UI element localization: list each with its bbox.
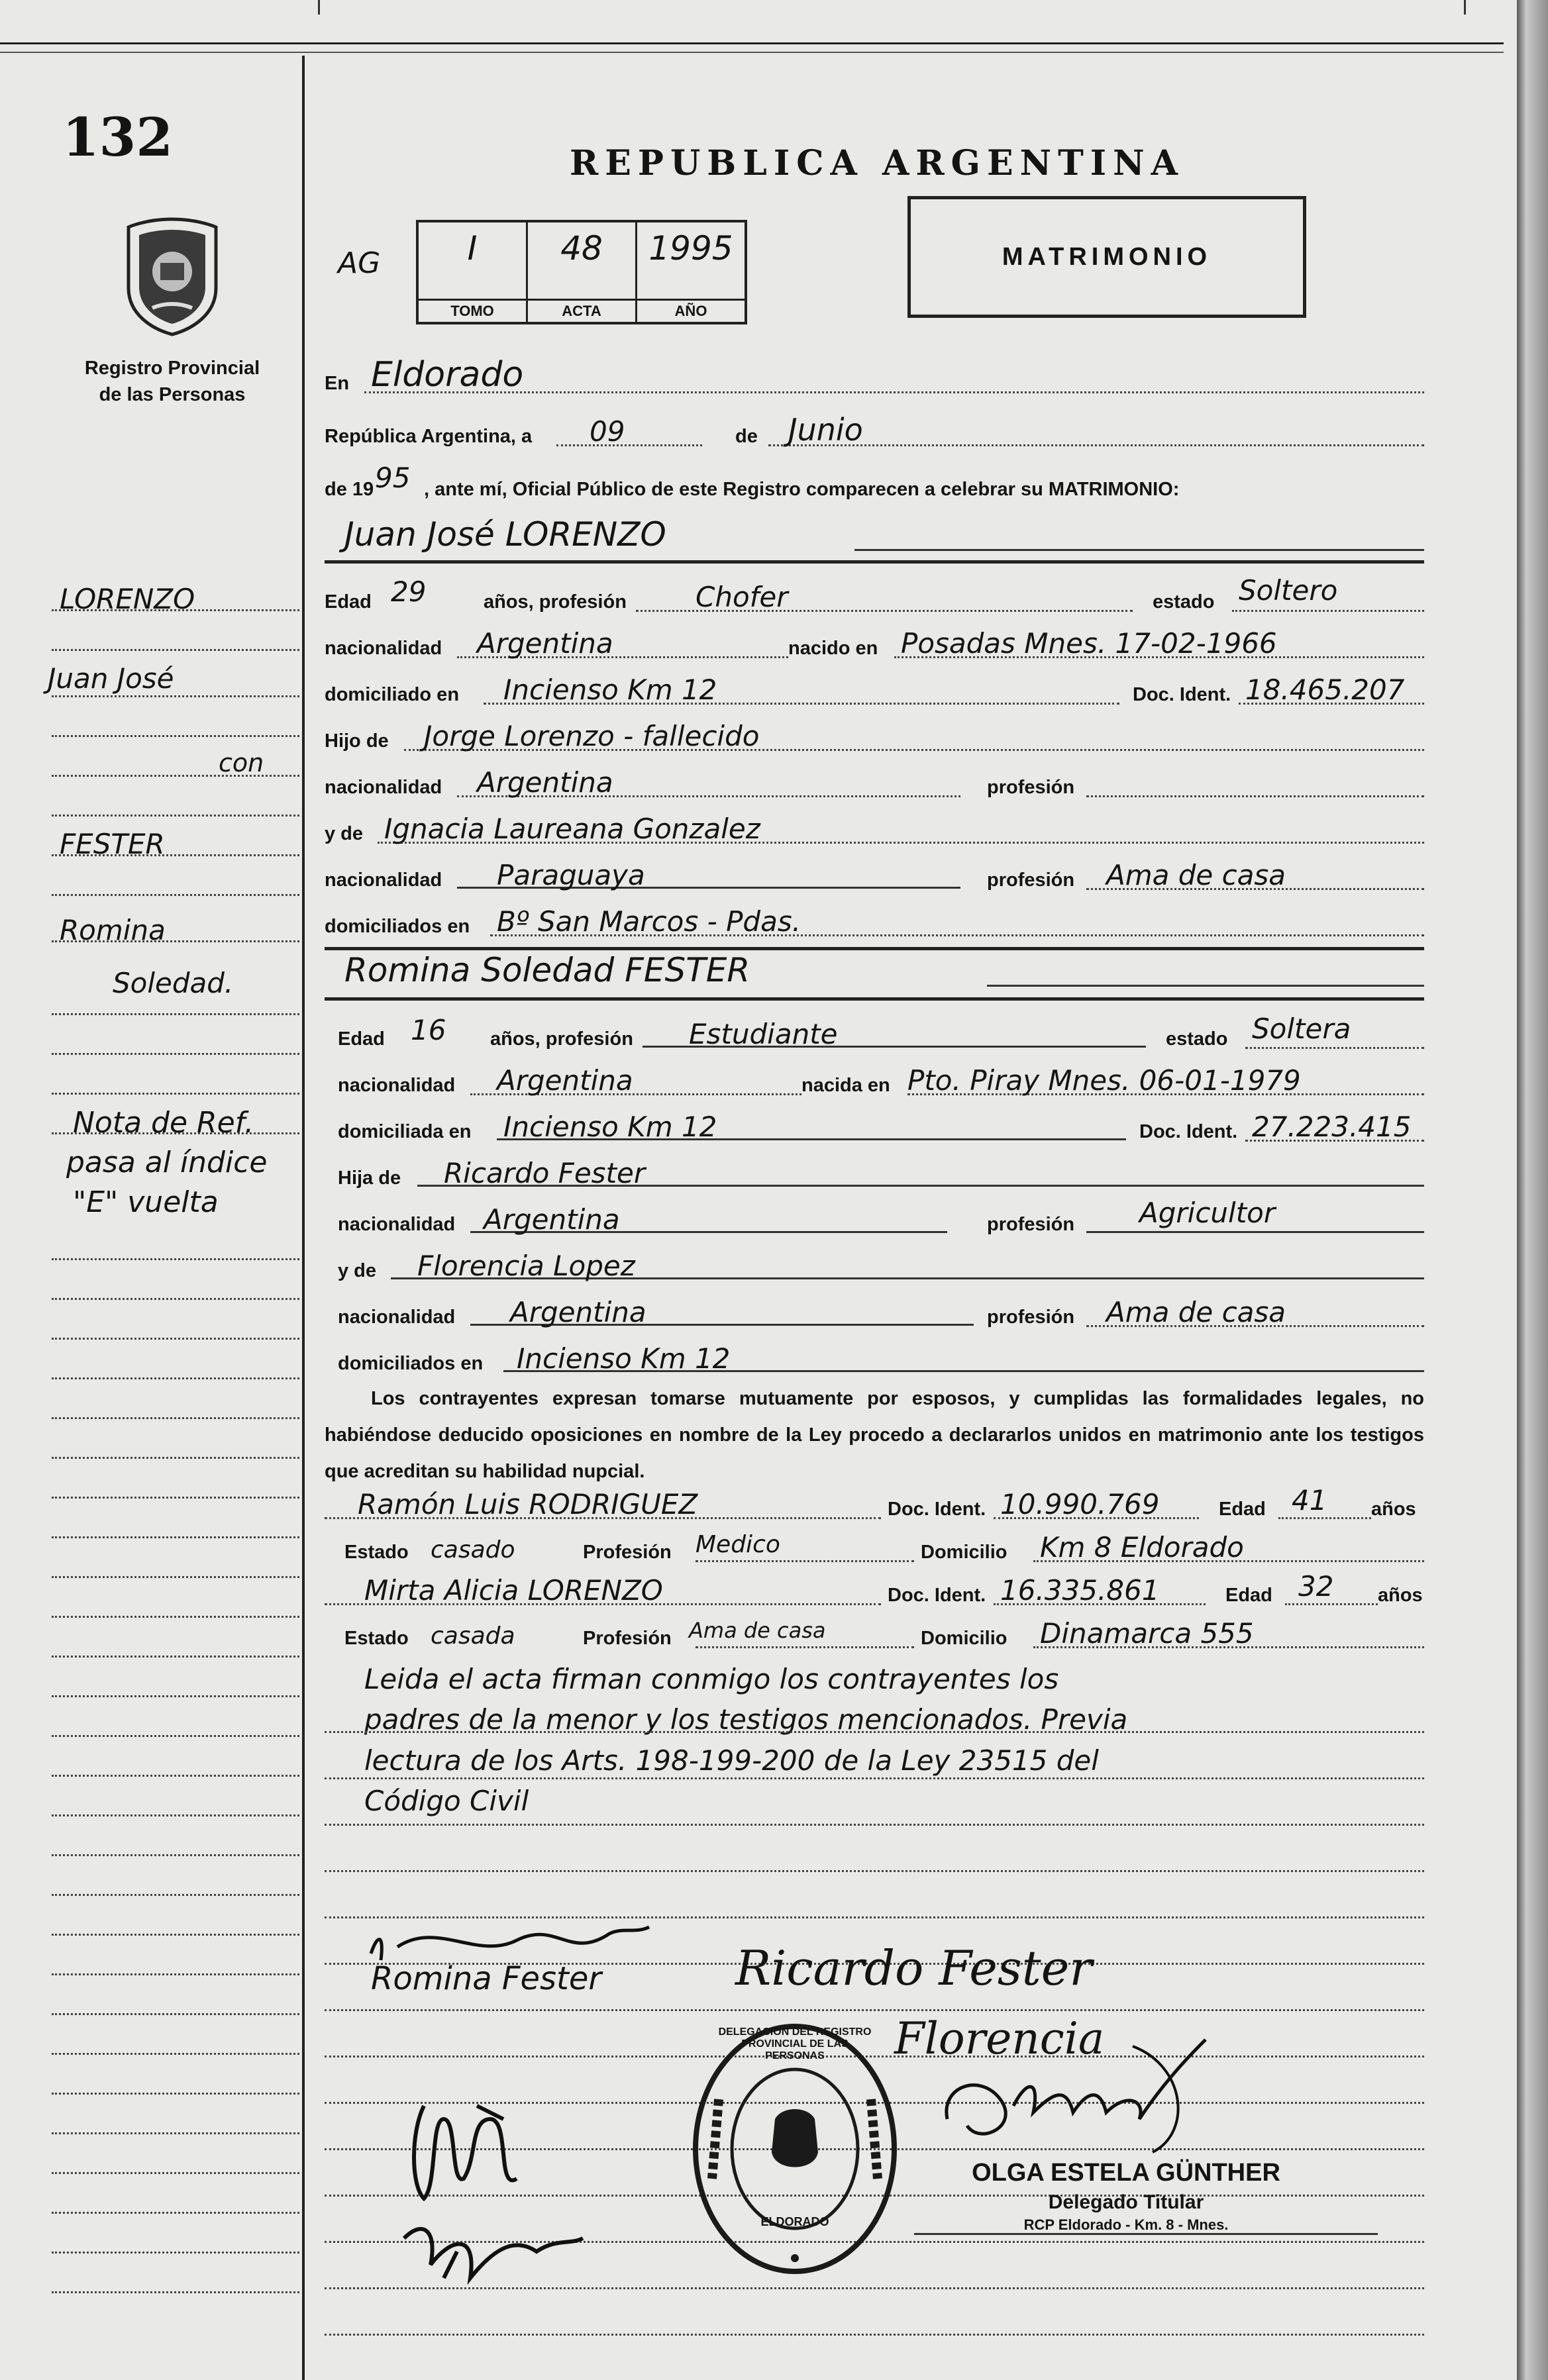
label-profesion: profesión	[987, 777, 1075, 798]
bride-father: Ricardo Fester	[444, 1157, 646, 1189]
bride-top-divider	[325, 947, 1424, 950]
bride-father-profession: Agricultor	[1139, 1197, 1276, 1229]
groom-mother: Ignacia Laureana Gonzalez	[384, 813, 760, 845]
binding-mark	[1464, 0, 1466, 15]
margin-bride-first: Romina	[60, 914, 166, 946]
line-groom-parents-address	[325, 901, 1424, 943]
declaration-text: Los contrayentes expresan tomarse mutuamente por esposos, y cumplidas las formalidades legales, no habiéndose deducido oposiciones en nombre de la Ley procedo a declararlos unidos en matrimonio ante los testigos que acreditan su habilidad nupcial.	[325, 1388, 1424, 1483]
bride-mother-profession: Ama de casa	[1106, 1296, 1286, 1328]
groom-mother-profession: Ama de casa	[1106, 859, 1286, 891]
ano-value: 1995	[648, 229, 733, 268]
label-doc-ident: Doc. Ident.	[888, 1499, 986, 1520]
margin-surname: LORENZO	[60, 583, 195, 615]
witness-1-profession: Medico	[696, 1531, 780, 1558]
label-estado-w: Estado	[344, 1542, 409, 1563]
binding-mark	[318, 0, 320, 15]
line-bride-father-nat	[325, 1199, 1424, 1241]
label-estado: estado	[1153, 591, 1215, 613]
groom-age: 29	[391, 575, 427, 608]
closing-note-line-2: padres de la menor y los testigos mencionados. Previa	[364, 1703, 1128, 1736]
bride-profession: Estudiante	[689, 1018, 838, 1050]
label-domiciliados-en: domiciliados en	[338, 1353, 484, 1374]
label-nacido-en: nacido en	[788, 638, 878, 659]
acta-label: ACTA	[528, 299, 635, 322]
top-rule-secondary	[0, 52, 1504, 53]
label-profesion: profesión	[987, 1214, 1075, 1235]
margin-note-line-3: "E" vuelta	[73, 1185, 219, 1219]
bride-signature: Romina Fester	[371, 1960, 602, 1997]
label-nacionalidad: nacionalidad	[338, 1214, 456, 1235]
witness-2-name: Mirta Alicia LORENZO	[364, 1574, 663, 1607]
bride-doc: 27.223.415	[1252, 1111, 1412, 1143]
label-domiciliado-en: domiciliado en	[325, 684, 460, 705]
closing-note-line-4: Código Civil	[364, 1784, 529, 1817]
line-groom-nationality	[325, 622, 1424, 665]
label-domiciliados-en: domiciliados en	[325, 916, 470, 937]
label-y-de: y de	[325, 823, 364, 844]
witness-1-doc: 10.990.769	[1000, 1488, 1160, 1520]
tomo-label: TOMO	[419, 299, 526, 322]
line-place	[325, 355, 1424, 400]
label-en: En	[325, 373, 350, 394]
line-groom-address	[325, 669, 1424, 711]
bride-address: Incienso Km 12	[503, 1111, 717, 1143]
witness-2-age: 32	[1298, 1570, 1334, 1603]
tomo-cell	[419, 223, 528, 322]
tomo-value: I	[467, 229, 478, 268]
ceremony-place: Eldorado	[371, 355, 524, 395]
label-estado: estado	[1166, 1028, 1228, 1050]
line-bride-name	[325, 952, 1424, 995]
line-groom-name	[325, 517, 1424, 559]
pre-mark: AG	[338, 246, 381, 280]
witness-1-status: casado	[431, 1536, 515, 1563]
country-title: REPUBLICA ARGENTINA	[570, 143, 1185, 183]
label-estado-w: Estado	[344, 1628, 409, 1649]
label-edad: Edad	[1219, 1499, 1266, 1520]
line-year	[325, 464, 1424, 506]
bride-mother-signature: Florencia	[894, 2013, 1105, 2064]
margin-connector: con	[219, 748, 264, 777]
line-bride-parents-address	[325, 1338, 1424, 1380]
label-domiciliada-en: domiciliada en	[338, 1121, 472, 1142]
ano-cell	[637, 223, 745, 322]
line-witness-1	[325, 1483, 1424, 1526]
label-y-de: y de	[338, 1260, 377, 1281]
margin-first-name: Juan José	[48, 662, 174, 695]
groom-mother-nationality: Paraguaya	[497, 859, 645, 891]
line-bride-mother-nat	[325, 1291, 1424, 1334]
label-intro: , ante mí, Oficial Público de este Registro comparecen a celebrar su MATRIMONIO:	[424, 479, 1180, 500]
label-nacida-en: nacida en	[801, 1075, 890, 1096]
line-bride-age	[325, 1013, 1424, 1056]
bride-mother: Florencia Lopez	[417, 1250, 635, 1282]
bride-mother-nationality: Argentina	[510, 1296, 646, 1328]
registry-office-line-1: Registro Provincial	[84, 358, 260, 379]
margin-annotations	[40, 543, 311, 2331]
bride-father-nationality: Argentina	[484, 1203, 620, 1236]
witness-1-address: Km 8 Eldorado	[1040, 1531, 1244, 1563]
label-anos: años	[1371, 1499, 1416, 1520]
label-nacionalidad: nacionalidad	[338, 1075, 456, 1096]
line-groom-father	[325, 715, 1424, 758]
ano-label: AÑO	[637, 299, 745, 322]
line-witness-2	[325, 1569, 1424, 1612]
province-crest-icon	[119, 215, 225, 338]
acta-value: 48	[560, 229, 603, 268]
line-bride-nationality	[325, 1060, 1424, 1102]
line-witness-1-details	[325, 1526, 1424, 1569]
label-profesion: profesión	[987, 1307, 1075, 1328]
line-groom-mother-nat	[325, 854, 1424, 897]
groom-doc: 18.465.207	[1245, 673, 1405, 706]
witness-2-address: Dinamarca 555	[1040, 1617, 1254, 1650]
groom-birth: Posadas Mnes. 17-02-1966	[901, 627, 1277, 660]
label-edad: Edad	[1225, 1585, 1272, 1606]
label-nacionalidad: nacionalidad	[338, 1307, 456, 1328]
line-bride-address	[325, 1106, 1424, 1148]
groom-address: Incienso Km 12	[503, 673, 717, 706]
ceremony-month: Junio	[788, 412, 863, 448]
bride-name: Romina Soledad FESTER	[344, 951, 750, 989]
stamp-town: ELDORADO	[760, 2215, 829, 2228]
groom-father-nationality: Argentina	[477, 766, 613, 799]
groom-divider	[325, 560, 1424, 564]
label-hijo-de: Hijo de	[325, 730, 389, 752]
witness-1-age: 41	[1292, 1484, 1327, 1516]
groom-father: Jorge Lorenzo - fallecido	[424, 720, 760, 752]
witness-2-profession: Ama de casa	[689, 1618, 826, 1643]
bride-birth: Pto. Piray Mnes. 06-01-1979	[907, 1064, 1301, 1097]
officer-block	[954, 2159, 1298, 2234]
officer-title: Delegado Titular	[1048, 2191, 1204, 2213]
line-bride-father	[325, 1152, 1424, 1195]
margin-bride-surname: FESTER	[60, 828, 165, 860]
page-number: 132	[62, 106, 173, 168]
line-bride-mother	[325, 1245, 1424, 1287]
officer-rule	[914, 2233, 1378, 2235]
witness-signatures-icon	[384, 2079, 596, 2298]
witness-2-doc: 16.335.861	[1000, 1574, 1160, 1607]
label-de: de	[735, 426, 758, 447]
document-type-box: MATRIMONIO	[907, 196, 1306, 318]
label-domicilio: Domicilio	[921, 1628, 1007, 1649]
closing-note-line-3: lectura de los Arts. 198-199-200 de la Ley 23515 del	[364, 1744, 1099, 1777]
label-anos-profesion: años, profesión	[490, 1028, 633, 1050]
registry-office-line-2: de las Personas	[99, 384, 246, 406]
label-nacionalidad: nacionalidad	[325, 777, 442, 798]
ceremony-day: 09	[590, 415, 625, 448]
margin-bride-second: Soledad.	[113, 967, 234, 999]
label-doc-ident: Doc. Ident.	[1139, 1121, 1238, 1142]
bride-nationality: Argentina	[497, 1064, 633, 1097]
line-groom-mother	[325, 808, 1424, 850]
book-edge	[1517, 0, 1548, 2380]
line-witness-2-details	[325, 1612, 1424, 1655]
stamp-outer-text: DELEGACION DEL REGISTRO PROVINCIAL DE LAS PERSONAS	[718, 2026, 872, 2061]
margin-note-line-2: pasa al índice	[66, 1146, 268, 1179]
label-anos: años	[1378, 1585, 1423, 1606]
margin-note-line-1: Nota de Ref.	[73, 1106, 254, 1140]
closing-note	[364, 1659, 1437, 1821]
reference-table	[416, 220, 747, 324]
groom-civil-status: Soltero	[1239, 574, 1338, 607]
label-hija-de: Hija de	[338, 1167, 401, 1189]
bride-father-signature: Ricardo Fester	[735, 1940, 1092, 1996]
label-republica: República Argentina, a	[325, 426, 533, 447]
label-nacionalidad: nacionalidad	[325, 869, 442, 891]
officer-signature-icon	[927, 2026, 1219, 2172]
groom-profession: Chofer	[696, 581, 788, 613]
officer-name: OLGA ESTELA GÜNTHER	[972, 2159, 1280, 2187]
bride-divider	[325, 997, 1424, 1001]
groom-name: Juan José LORENZO	[344, 515, 666, 554]
label-anos-profesion: años, profesión	[484, 591, 627, 613]
bride-parents-address: Incienso Km 12	[517, 1342, 731, 1375]
registry-office	[53, 355, 291, 408]
top-rule	[0, 42, 1504, 44]
label-doc-ident: Doc. Ident.	[888, 1585, 986, 1606]
bride-age: 16	[411, 1014, 446, 1046]
label-domicilio: Domicilio	[921, 1542, 1007, 1563]
label-edad: Edad	[338, 1028, 385, 1050]
line-groom-age	[325, 576, 1424, 619]
bride-civil-status: Soltera	[1252, 1013, 1351, 1045]
line-groom-father-nat	[325, 762, 1424, 804]
label-doc-ident: Doc. Ident.	[1133, 684, 1231, 705]
label-edad: Edad	[325, 591, 372, 613]
officer-office: RCP Eldorado - Km. 8 - Mnes.	[1023, 2216, 1229, 2233]
label-profesion: profesión	[987, 869, 1075, 891]
closing-note-line-1: Leida el acta firman conmigo los contrayentes los	[364, 1663, 1059, 1695]
line-date	[325, 411, 1424, 453]
label-nacionalidad: nacionalidad	[325, 638, 442, 659]
label-de-19: de 19	[325, 479, 374, 500]
groom-parents-address: Bº San Marcos - Pdas.	[497, 905, 801, 938]
label-profesion-w: Profesión	[583, 1628, 672, 1649]
label-profesion-w: Profesión	[583, 1542, 672, 1563]
groom-nationality: Argentina	[477, 627, 613, 660]
witness-2-status: casada	[431, 1622, 515, 1650]
acta-cell	[528, 223, 637, 322]
ceremony-year: 95	[375, 462, 411, 494]
witness-1-name: Ramón Luis RODRIGUEZ	[358, 1488, 698, 1520]
